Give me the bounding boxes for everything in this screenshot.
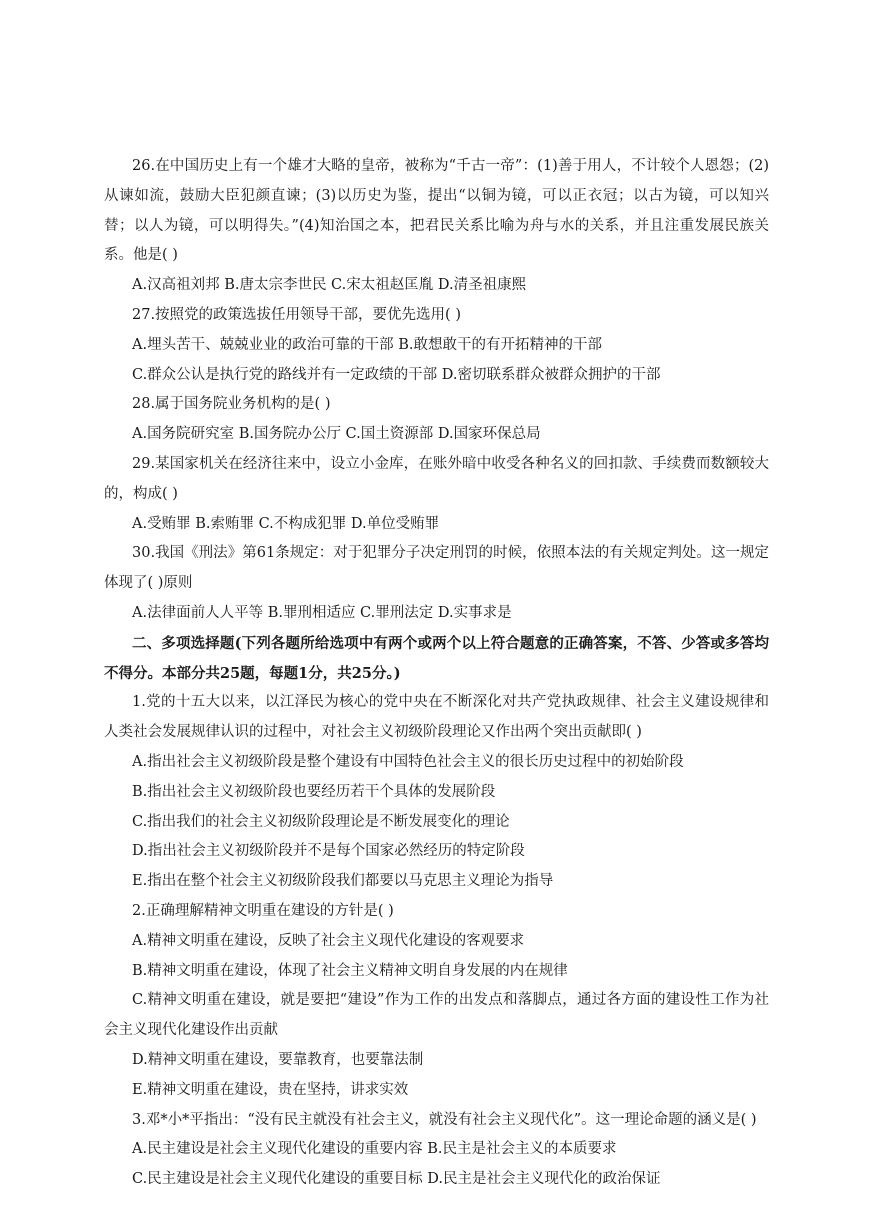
question-27-options-cd: C.群众公认是执行党的路线并有一定政绩的干部 D.密切联系群众被群众拥护的干部 <box>132 366 661 383</box>
question-29: 29.某国家机关在经济往来中，设立小金库，在账外暗中收受各种名义的回扣款、手续费而数额较大的，构成( ) <box>104 455 769 502</box>
mc-question-1-option-c: C.指出我们的社会主义初级阶段理论是不断发展变化的理论 <box>132 813 510 830</box>
question-28: 28.属于国务院业务机构的是( ) <box>132 396 331 413</box>
mc-question-2-option-c: C.精神文明重在建设，就是要把“建设”作为工作的出发点和落脚点，通过各方面的建设性工作为社会主义现代化建设作出贡献 <box>104 992 769 1039</box>
mc-question-2-option-e: E.精神文明重在建设，贵在坚持，讲求实效 <box>132 1081 409 1098</box>
question-28-options: A.国务院研究室 B.国务院办公厅 C.国土资源部 D.国家环保总局 <box>132 426 541 443</box>
question-26: 26.在中国历史上有一个雄才大略的皇帝，被称为“千古一帝”：(1)善于用人，不计较个人恩怨；(2)从谏如流，鼓励大臣犯颜直谏；(3)以历史为鉴，提出“以铜为镜，可以正衣冠；以古为镜，可以知兴替；以人为镜，可以明得失。”(4)知治国之本，把君民关系比喻为舟与水的关系，并且注重发展民族关系。他是( ) <box>104 158 769 264</box>
mc-question-1-option-e: E.指出在整个社会主义初级阶段我们都要以马克思主义理论为指导 <box>132 873 554 890</box>
mc-question-2-option-d: D.精神文明重在建设，要靠教育，也要靠法制 <box>132 1051 424 1068</box>
mc-question-2-option-a: A.精神文明重在建设，反映了社会主义现代化建设的客观要求 <box>132 932 525 949</box>
section-heading-multiple-choice: 二、多项选择题(下列各题所给选项中有两个或两个以上符合题意的正确答案，不答、少答或多答均不得分。本部分共25题，每题1分，共25分。) <box>104 634 769 682</box>
question-30-options: A.法律面前人人平等 B.罪刑相适应 C.罪刑法定 D.实事求是 <box>132 604 512 621</box>
mc-question-2: 2.正确理解精神文明重在建设的方针是( ) <box>132 902 394 919</box>
question-26-options: A.汉高祖刘邦 B.唐太宗李世民 C.宋太祖赵匡胤 D.清圣祖康熙 <box>132 277 527 294</box>
question-30: 30.我国《刑法》第61条规定：对于犯罪分子决定刑罚的时候，依照本法的有关规定判处。这一规定体现了( )原则 <box>104 545 769 592</box>
question-29-options: A.受贿罪 B.索贿罪 C.不构成犯罪 D.单位受贿罪 <box>132 515 440 532</box>
mc-question-1: 1.党的十五大以来，以江泽民为核心的党中央在不断深化对共产党执政规律、社会主义建设规律和人类社会发展规律认识的过程中，对社会主义初级阶段理论又作出两个突出贡献即( ) <box>104 694 769 741</box>
mc-question-3-options-ab: A.民主建设是社会主义现代化建设的重要内容 B.民主是社会主义的本质要求 <box>132 1141 617 1158</box>
question-27-options-ab: A.埋头苦干、兢兢业业的政治可靠的干部 B.敢想敢干的有开拓精神的干部 <box>132 336 602 353</box>
mc-question-3: 3.邓*小*平指出：“没有民主就没有社会主义，就没有社会主义现代化”。这一理论命题的涵义是( ) <box>132 1111 757 1128</box>
mc-question-1-option-d: D.指出社会主义初级阶段并不是每个国家必然经历的特定阶段 <box>132 843 525 860</box>
document-body <box>104 152 769 1195</box>
mc-question-3-options-cd: C.民主建设是社会主义现代化建设的重要目标 D.民主是社会主义现代化的政治保证 <box>132 1171 661 1188</box>
mc-question-1-option-b: B.指出社会主义初级阶段也要经历若干个具体的发展阶段 <box>132 783 496 800</box>
mc-question-1-option-a: A.指出社会主义初级阶段是整个建设有中国特色社会主义的很长历史过程中的初始阶段 <box>132 753 684 770</box>
mc-question-2-option-b: B.精神文明重在建设，体现了社会主义精神文明自身发展的内在规律 <box>132 962 568 979</box>
question-27: 27.按照党的政策选拔任用领导干部，要优先选用( ) <box>132 306 461 323</box>
